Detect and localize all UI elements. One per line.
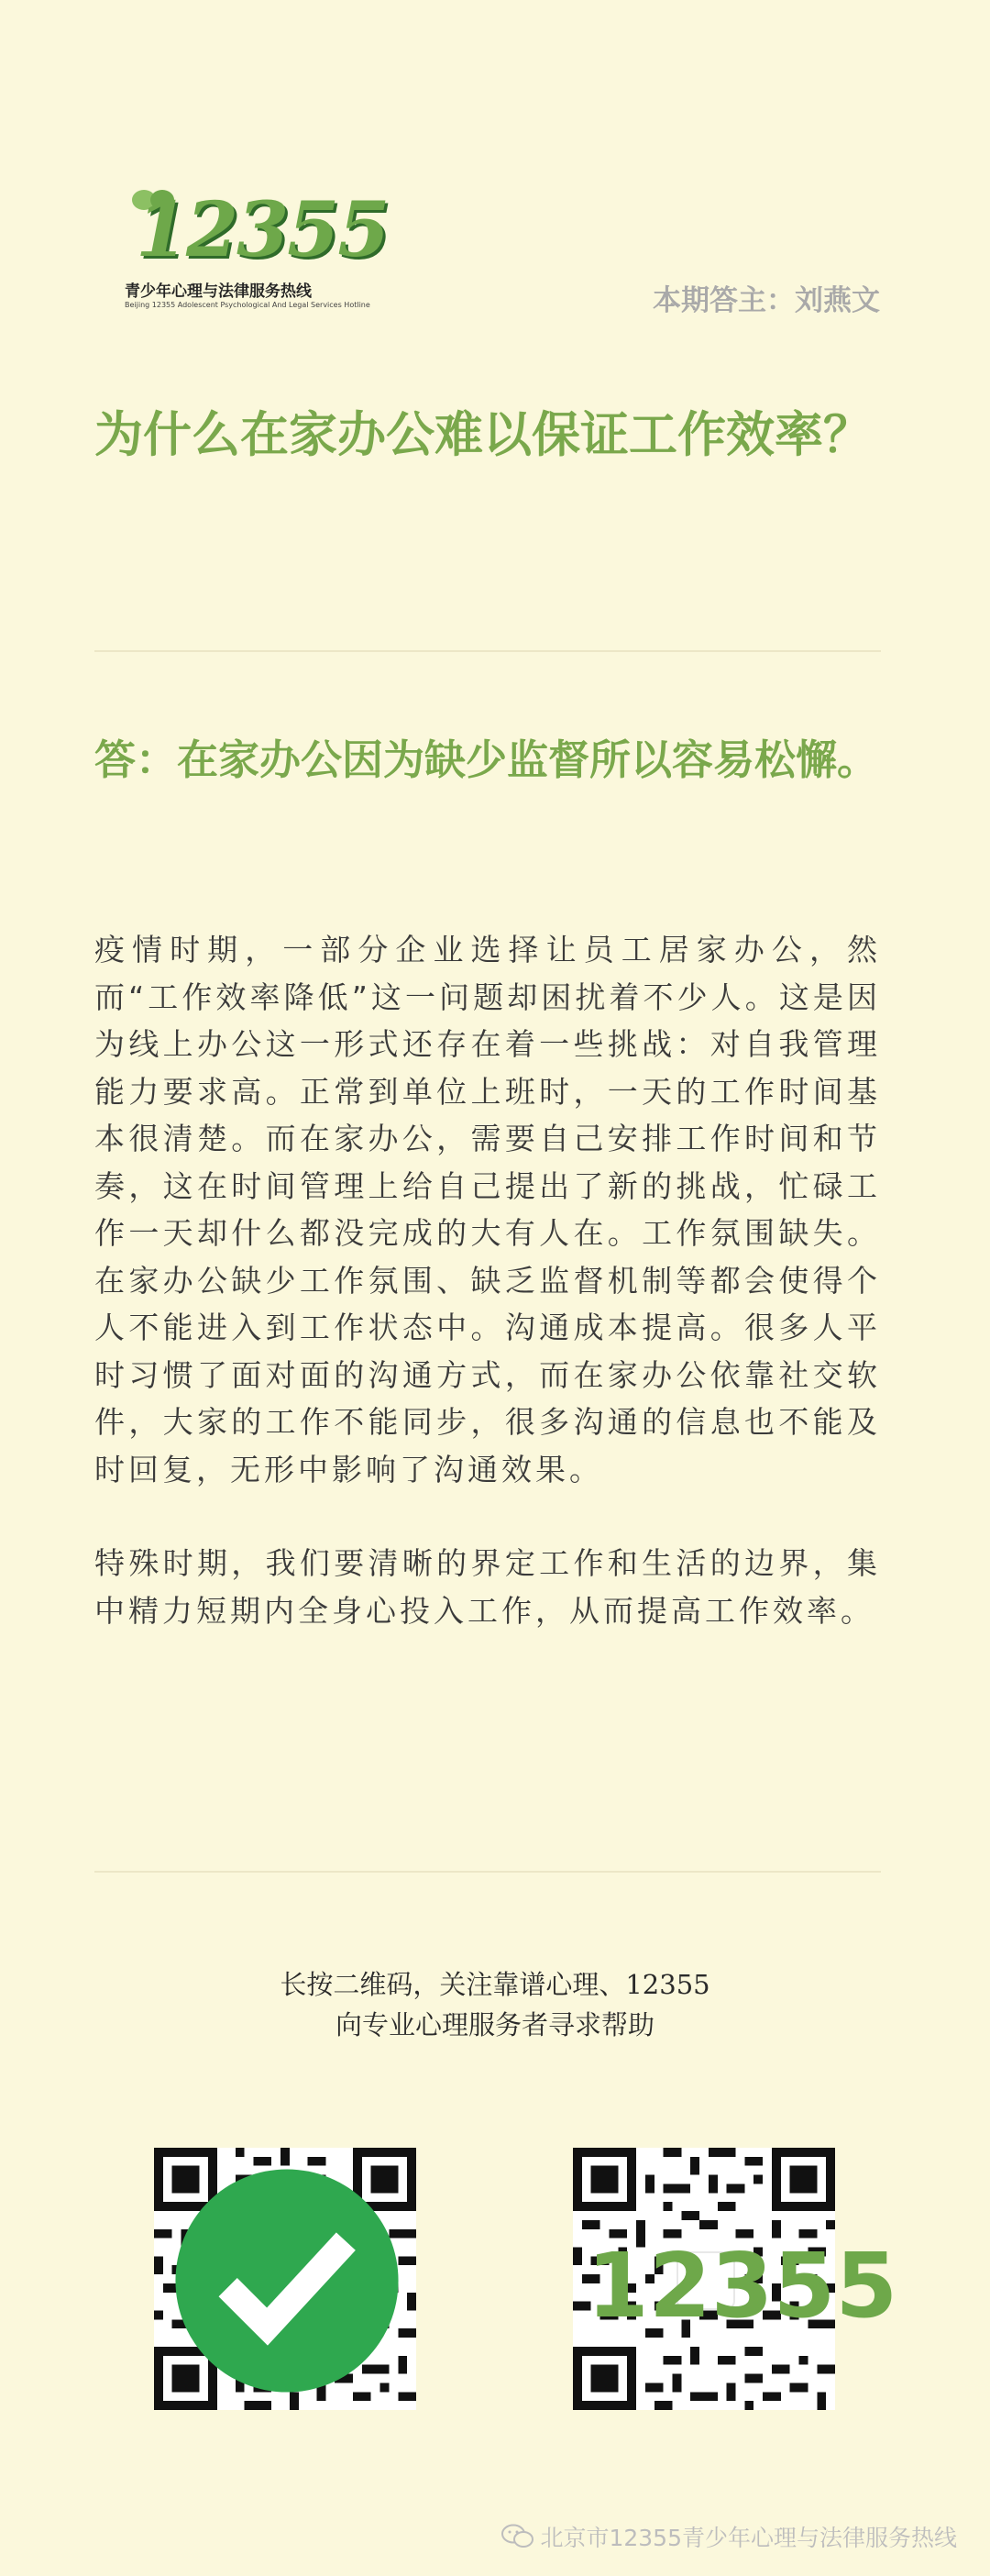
answer-title: 答：在家办公因为缺少监督所以容易松懈。 [94, 735, 879, 784]
watermark-text: 北京市12355青少年心理与法律服务热线 [540, 2525, 957, 2551]
logo-number: 12355 [136, 186, 389, 274]
body-paragraph: 特殊时期，我们要清晰的界定工作和生活的边界，集中精力短期内全身心投入工作，从而提高工作效率。 [94, 1545, 881, 1629]
hotline-logo [117, 179, 389, 326]
wechat-logo-icon [258, 2251, 316, 2310]
svg-text:12355: 12355 [587, 2233, 898, 2338]
question-title: 为什么在家办公难以保证工作效率？ [94, 407, 872, 463]
wechat-icon [501, 2524, 534, 2555]
article-body [94, 926, 881, 1681]
logo-name-en: Beijing 12355 Adolescent Psychological And Legal Services Hotline [125, 301, 370, 309]
footer-line-2: 向专业心理服务者寻求帮助 [335, 2009, 654, 2040]
watermark [501, 2520, 957, 2555]
footer-text [0, 1964, 990, 2045]
hotline-logo-icon [587, 2233, 898, 2338]
host-label: 本期答主：刘燕文 [653, 284, 880, 317]
divider-bottom [94, 1871, 881, 1873]
qr-code-right[interactable] [573, 2148, 898, 2410]
divider-top [94, 650, 881, 652]
qr-code-left[interactable] [154, 2148, 416, 2410]
footer-line-1: 长按二维码，关注靠谱心理、12355 [280, 1969, 710, 2000]
logo-name-cn: 青少年心理与法律服务热线 [125, 282, 312, 301]
body-paragraph: 疫情时期，一部分企业选择让员工居家办公，然而“工作效率降低”这一问题却困扰着不少人。这是因为线上办公这一形式还存在着一些挑战：对自我管理能力要求高。正常到单位上班时，一天的工作时间基本很清楚。而在家办公，需要自己安排工作时间和节奏，这在时间管理上给自己提出了新的挑战，忙碌工作一天却什么都没完成的大有人在。工作氛围缺失。在家办公缺少工作氛围、缺乏监督机制等都会使得个人不能进入到工作状态中。沟通成本提高。很多人平时习惯了面对面的沟通方式，而在家办公依靠社交软件，大家的工作不能同步，很多沟通的信息也不能及时回复，无形中影响了沟通效果。 [94, 932, 881, 1487]
